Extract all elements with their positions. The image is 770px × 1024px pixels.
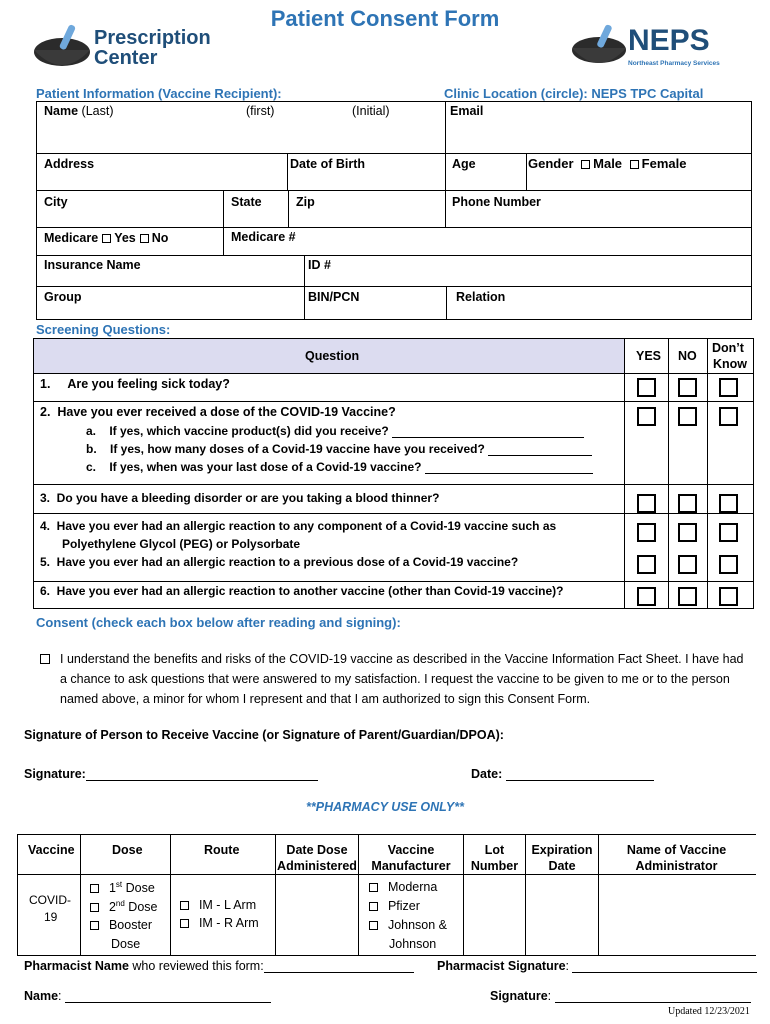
question-5: 5. Have you ever had an allergic reaction to a previous dose of a Covid-19 vaccine? (40, 555, 519, 569)
no-header-label: NO (678, 349, 697, 363)
medicare-yes-checkbox[interactable] (102, 234, 111, 243)
mortar-pestle-icon (570, 22, 628, 68)
dose-2-label: Dose (124, 900, 158, 915)
question-2b: b. If yes, how many doses of a Covid-19 vaccine have you received? (86, 442, 485, 456)
name-line-bottom[interactable] (65, 990, 271, 1003)
dob-label: Date of Birth (290, 157, 365, 171)
q2-yes-checkbox[interactable] (637, 407, 656, 426)
q4-no-checkbox[interactable] (678, 523, 697, 542)
logo-line1: Prescription (94, 27, 211, 49)
question-3: 3. Do you have a bleeding disorder or are you taking a blood thinner? (40, 491, 440, 505)
address-label: Address (44, 157, 95, 171)
q6-dk-checkbox[interactable] (719, 587, 738, 606)
question-4: 4. Have you ever had an allergic reaction to any component of a Covid-19 vaccine such as (40, 519, 557, 533)
group-label: Group (44, 290, 82, 304)
medicare-number-label: Medicare # (231, 230, 296, 244)
col-date-2: Administered (277, 859, 357, 873)
vaccine-name-2: 19 (44, 910, 58, 924)
zip-label: Zip (296, 195, 315, 209)
question-4-continued: Polyethylene Glycol (PEG) or Polysorbate (62, 537, 301, 551)
pharmacy-use-heading: **PHARMACY USE ONLY** (306, 800, 464, 814)
moderna-checkbox[interactable] (369, 883, 378, 892)
dose-1-num: 1 (108, 881, 116, 896)
q6-no-checkbox[interactable] (678, 587, 697, 606)
consent-text-3: named above, a minor for whom I represent and that I am authorized to sign this Consent Form. (60, 692, 591, 706)
phone-label: Phone Number (452, 195, 541, 209)
signature-line[interactable] (86, 768, 318, 781)
pfizer-label: Pfizer (387, 899, 420, 913)
question-1: 1. Are you feeling sick today? (40, 377, 230, 391)
q4-yes-checkbox[interactable] (637, 523, 656, 542)
neps-logo (570, 22, 740, 72)
medicare-number-field[interactable] (223, 227, 752, 256)
name-label-bottom: Name (24, 989, 59, 1003)
medicare-label: Medicare (44, 231, 99, 245)
page-title: Patient Consent Form (270, 6, 500, 31)
q2-dk-checkbox[interactable] (719, 407, 738, 426)
male-checkbox[interactable] (581, 160, 590, 169)
col-lot-1: Lot (484, 843, 505, 857)
patient-info-heading: Patient Information (Vaccine Recipient): (36, 86, 282, 101)
id-label: ID # (308, 258, 331, 272)
question-2c: c. If yes, when was your last dose of a Covid-19 vaccine? (86, 460, 422, 474)
question-2c-line[interactable] (425, 473, 593, 474)
col-mfr-2: Manufacturer (371, 859, 451, 873)
gender-label: Gender (528, 156, 574, 171)
dose-1-sup: st (115, 880, 123, 889)
col-mfr-1: Vaccine (387, 843, 435, 857)
jj-label: Johnson & (387, 918, 448, 932)
date-line[interactable] (506, 768, 654, 781)
col-exp-2: Date (548, 859, 576, 873)
route-left-label: IM - L Arm (198, 898, 257, 912)
dk-header-label-1: Don’t (712, 341, 744, 355)
dose-1-checkbox[interactable] (90, 884, 99, 893)
col-vaccine: Vaccine (28, 843, 75, 857)
neps-text: NEPS (628, 24, 710, 57)
col-dose: Dose (112, 843, 143, 857)
screening-heading: Screening Questions: (36, 322, 171, 337)
question-2a-line[interactable] (392, 437, 584, 438)
pharmacist-signature-label: Pharmacist Signature (437, 959, 566, 973)
relation-label: Relation (456, 290, 506, 304)
insurance-label: Insurance Name (44, 258, 141, 272)
dk-header-label-2: Know (713, 357, 748, 371)
pharmacist-name-rest: who reviewed this form: (128, 959, 264, 973)
consent-text-1: I understand the benefits and risks of the COVID-19 vaccine as described in the Vaccine Information Fact Sheet. I have had (60, 652, 744, 666)
name-label: Name (44, 104, 79, 118)
logo-line2: Center (94, 47, 158, 69)
name-initial-label: (Initial) (352, 104, 390, 118)
col-lot-2: Number (470, 859, 519, 873)
col-date-1: Date Dose (286, 843, 348, 857)
col-exp-1: Expiration (531, 843, 593, 857)
q1-dk-checkbox[interactable] (719, 378, 738, 397)
id-field[interactable] (304, 255, 752, 287)
name-first-label: (first) (246, 104, 275, 118)
medicare-no-label: No (151, 231, 169, 245)
bin-label: BIN/PCN (308, 290, 360, 304)
consent-text-2: a chance to ask questions that were answered to my satisfaction. I request the vaccine to be given to me or to the person (60, 672, 730, 686)
name-last-label: (Last) (81, 104, 114, 118)
pharmacist-name-line[interactable] (264, 960, 414, 973)
female-label: Female (641, 156, 687, 171)
email-label: Email (450, 104, 484, 118)
clinic-location: Clinic Location (circle): NEPS TPC Capital (444, 86, 704, 101)
mortar-pestle-icon (32, 22, 92, 70)
signature-line-bottom[interactable] (555, 990, 751, 1003)
q3-dk-checkbox[interactable] (719, 494, 738, 513)
city-label: City (44, 195, 68, 209)
state-label: State (231, 195, 262, 209)
medicare-yes-label: Yes (114, 231, 136, 245)
email-field[interactable] (445, 101, 752, 154)
jj-label-2: Johnson (389, 937, 437, 951)
booster-label: Booster (108, 918, 153, 932)
age-label: Age (452, 157, 476, 171)
col-route: Route (204, 843, 240, 857)
route-right-checkbox[interactable] (180, 919, 189, 928)
moderna-label: Moderna (387, 880, 438, 894)
question-header-label: Question (305, 349, 360, 363)
pharmacist-signature-line[interactable] (572, 960, 757, 973)
q6-yes-checkbox[interactable] (637, 587, 656, 606)
date-label: Date: (471, 767, 503, 781)
q3-no-checkbox[interactable] (678, 494, 697, 513)
jj-checkbox[interactable] (369, 921, 378, 930)
col-admin-1: Name of Vaccine (626, 843, 727, 857)
dose-1-label: Dose (122, 881, 155, 896)
dose-2-checkbox[interactable] (90, 903, 99, 912)
route-left-checkbox[interactable] (180, 901, 189, 910)
consent-heading: Consent (check each box below after reading and signing): (36, 615, 401, 630)
pharmacist-name-label: Pharmacist Name (24, 959, 129, 973)
q5-no-checkbox[interactable] (678, 555, 697, 574)
q4-dk-checkbox[interactable] (719, 523, 738, 542)
question-2a: a. If yes, which vaccine product(s) did you receive? (86, 424, 389, 438)
booster-label-2: Dose (111, 937, 141, 951)
question-2b-line[interactable] (488, 455, 592, 456)
q5-yes-checkbox[interactable] (637, 555, 656, 574)
pfizer-checkbox[interactable] (369, 902, 378, 911)
q5-dk-checkbox[interactable] (719, 555, 738, 574)
dose-2-sup: nd (115, 899, 125, 908)
q2-no-checkbox[interactable] (678, 407, 697, 426)
dose-2-num: 2 (108, 900, 116, 915)
q3-yes-checkbox[interactable] (637, 494, 656, 513)
question-2: 2. Have you ever received a dose of the COVID-19 Vaccine? (40, 405, 396, 419)
question-6: 6. Have you ever had an allergic reaction to another vaccine (other than Covid-19 vaccine)? (40, 584, 564, 598)
female-checkbox[interactable] (630, 160, 639, 169)
signature-label: Signature: (24, 767, 86, 781)
col-admin-2: Administrator (635, 859, 718, 873)
vaccine-name-1: COVID- (29, 893, 71, 907)
q1-yes-checkbox[interactable] (637, 378, 656, 397)
prescription-center-logo (32, 22, 222, 72)
neps-subtext: Northeast Pharmacy Services (628, 60, 720, 67)
yes-header-label: YES (636, 349, 662, 363)
route-right-label: IM - R Arm (198, 916, 259, 930)
booster-checkbox[interactable] (90, 921, 99, 930)
consent-checkbox[interactable] (40, 654, 50, 664)
signature-label-bottom: Signature (490, 989, 548, 1003)
male-label: Male (593, 156, 623, 171)
updated-date: Updated 12/23/2021 (668, 1006, 750, 1017)
q1-no-checkbox[interactable] (678, 378, 697, 397)
signature-heading: Signature of Person to Receive Vaccine (or Signature of Parent/Guardian/DPOA): (24, 728, 504, 742)
medicare-no-checkbox[interactable] (140, 234, 149, 243)
